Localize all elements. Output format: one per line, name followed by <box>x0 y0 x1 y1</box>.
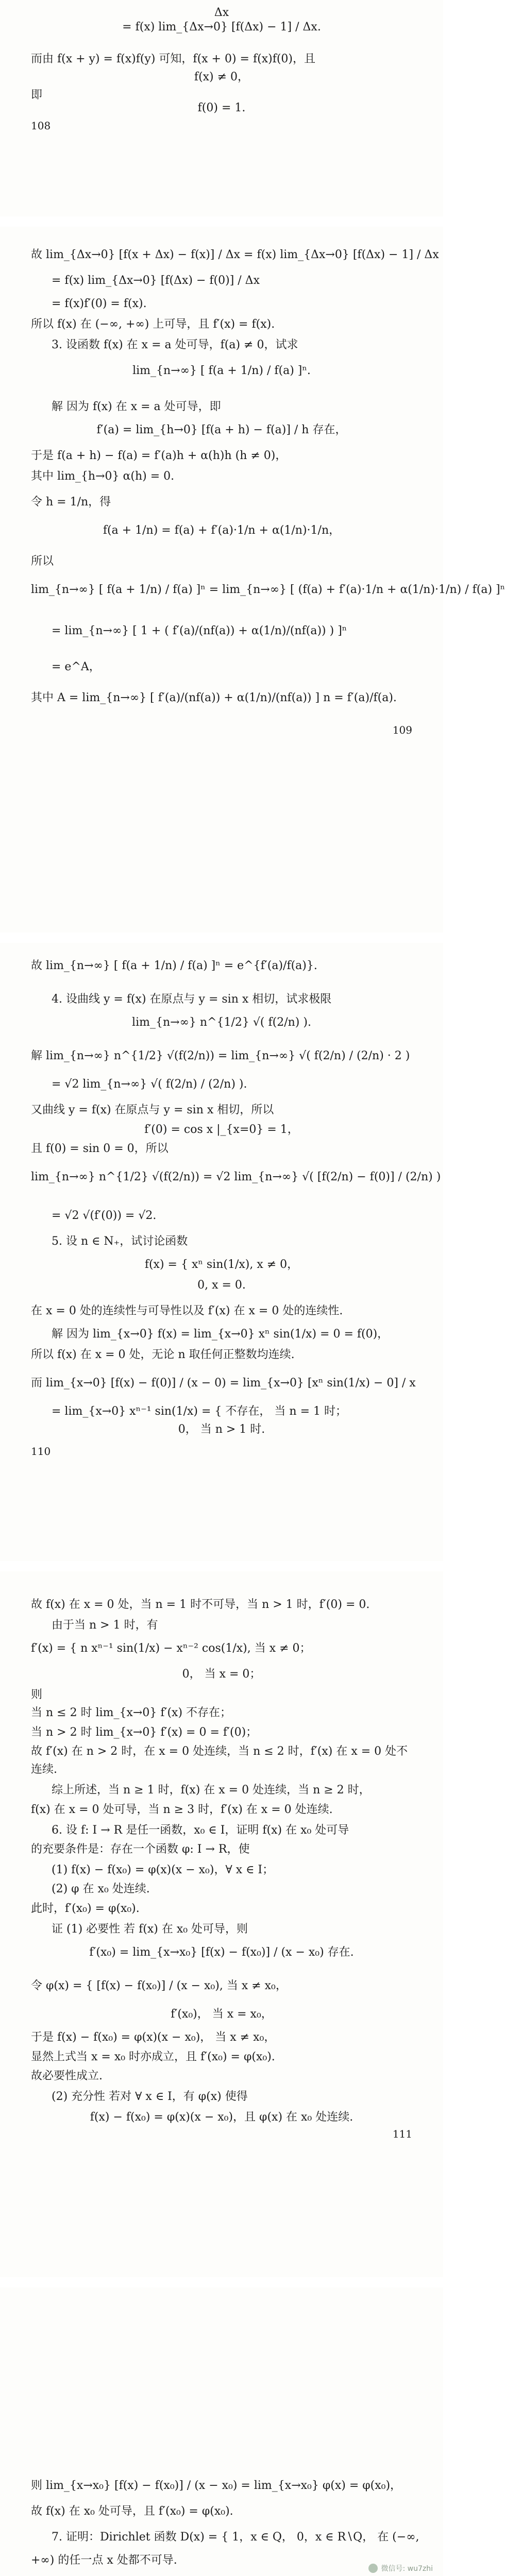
text-line: 故 f(x) 在 x = 0 处，当 n = 1 时不可导，当 n > 1 时，f′(0) = 0. <box>31 1598 370 1611</box>
watermark-text: 微信号: wu7zhi <box>381 2565 433 2573</box>
text-line: 且 f(0) = sin 0 = 0，所以 <box>31 1142 169 1155</box>
text-line: f(x) = { xⁿ sin(1/x), x ≠ 0， <box>144 1258 299 1271</box>
text-line: f(x) − f(x₀) = φ(x)(x − x₀)，且 φ(x) 在 x₀ 处连续. <box>90 2111 354 2124</box>
text-line: 于是 f(x) − f(x₀) = φ(x)(x − x₀)， 当 x ≠ x₀， <box>31 2031 276 2044</box>
text-line: = lim_{n→∞} [ 1 + ( f′(a)/(nf(a)) + α(1/n)/(nf(a)) ) ]ⁿ <box>52 624 347 637</box>
text-line: 0, x = 0. <box>197 1279 246 1292</box>
book-page <box>0 943 443 1561</box>
text-line: 当 n > 2 时 lim_{x→0} f′(x) = 0 = f′(0)； <box>31 1726 258 1739</box>
text-line: f′(x₀) = lim_{x→x₀} [f(x) − f(x₀)] / (x − x₀) 存在. <box>89 1946 354 1959</box>
text-line: f(0) = 1. <box>197 101 246 114</box>
wechat-icon <box>368 2564 378 2573</box>
text-line: lim_{n→∞} [ f(a + 1/n) / f(a) ]ⁿ. <box>132 364 311 377</box>
text-line: 0， 当 n > 1 时. <box>178 1423 265 1436</box>
text-line: 则 lim_{x→x₀} [f(x) − f(x₀)] / (x − x₀) = lim_{x→x₀} φ(x) = φ(x₀)， <box>31 2479 402 2492</box>
text-line: 解 因为 f(x) 在 x = a 处可导，即 <box>52 400 221 413</box>
page-gap <box>0 1561 443 1571</box>
text-line: 所以 f(x) 在 (−∞, +∞) 上可导，且 f′(x) = f(x). <box>31 318 275 331</box>
text-line: 所以 <box>31 555 54 568</box>
text-line: 则 <box>31 1688 43 1701</box>
text-line: f(x) ≠ 0， <box>194 71 249 83</box>
text-line: 又曲线 y = f(x) 在原点与 y = sin x 相切，所以 <box>31 1104 274 1116</box>
text-line: f(a + 1/n) = f(a) + f′(a)·1/n + α(1/n)·1/n， <box>103 524 341 537</box>
text-line: = √2 lim_{n→∞} √( f(2/n) / (2/n) ). <box>52 1078 247 1091</box>
page-number: 110 <box>31 1445 51 1458</box>
text-line: 故 f′(x) 在 n > 2 时，在 x = 0 处连续，当 n ≤ 2 时，f′(x) 在 x = 0 处不 <box>31 1745 408 1758</box>
book-page <box>0 2287 443 2576</box>
page-gap <box>0 2277 443 2287</box>
book-page <box>0 227 505 933</box>
page-gap <box>0 216 443 227</box>
text-line: = e^A， <box>52 660 100 673</box>
text-line: 故 f(x) 在 x₀ 处可导，且 f′(x₀) = φ(x₀). <box>31 2505 233 2518</box>
text-line: lim_{n→∞} n^{1/2} √(f(2/n)) = √2 lim_{n→∞} √( [f(2/n) − f(0)] / (2/n) ) <box>31 1171 441 1183</box>
text-line: f′(0) = cos x |_{x=0} = 1， <box>144 1123 299 1136</box>
text-line: (1) f(x) − f(x₀) = φ(x)(x − x₀)，∀ x ∈ I； <box>52 1863 274 1876</box>
text-line: 由于当 n > 1 时，有 <box>52 1619 158 1632</box>
text-line: = lim_{x→0} xⁿ⁻¹ sin(1/x) = { 不存在， 当 n = 1 时； <box>52 1405 347 1418</box>
text-line: 所以 f(x) 在 x = 0 处，无论 n 取任何正整数均连续. <box>31 1348 295 1361</box>
page-number: 111 <box>392 2128 412 2140</box>
text-line: 在 x = 0 处的连续性与可导性以及 f′(x) 在 x = 0 处的连续性. <box>31 1304 343 1317</box>
text-line: 故 lim_{n→∞} [ f(a + 1/n) / f(a) ]ⁿ = e^{f′(a)/f(a)}. <box>31 959 317 972</box>
text-line: 解 lim_{n→∞} n^{1/2} √(f(2/n)) = lim_{n→∞} √( f(2/n) / (2/n) · 2 ) <box>31 1049 410 1062</box>
text-line: 令 φ(x) = { [f(x) − f(x₀)] / (x − x₀), 当 x ≠ x₀， <box>31 1979 287 1992</box>
text-line: f(x) 在 x = 0 处可导，当 n ≥ 3 时，f′(x) 在 x = 0 处连续. <box>31 1803 333 1816</box>
text-line: f′(a) = lim_{h→0} [f(a + h) − f(a)] / h 存在， <box>96 423 347 436</box>
text-line: f′(x₀)， 当 x = x₀， <box>171 2008 273 2021</box>
text-line: 于是 f(a + h) − f(a) = f′(a)h + α(h)h (h ≠ 0)， <box>31 449 287 462</box>
text-line: 的充要条件是：存在一个函数 φ: I → R，使 <box>31 1843 250 1856</box>
text-line: 连续. <box>31 1763 57 1776</box>
book-page <box>0 0 443 216</box>
text-line: f′(x) = { n xⁿ⁻¹ sin(1/x) − xⁿ⁻² cos(1/x), 当 x ≠ 0； <box>31 1642 311 1655</box>
text-line: Δx <box>214 6 229 19</box>
text-line: 而由 f(x + y) = f(x)f(y) 可知，f(x + 0) = f(x)f(0)，且 <box>31 53 315 65</box>
text-line: = f(x) lim_{Δx→0} [f(Δx) − 1] / Δx. <box>122 21 321 33</box>
text-line: lim_{n→∞} [ f(a + 1/n) / f(a) ]ⁿ = lim_{n→∞} [ (f(a) + f′(a)·1/n + α(1/n)·1/n) / f(a) ]ⁿ <box>31 583 505 596</box>
text-line: = f(x) lim_{Δx→0} [f(Δx) − f(0)] / Δx <box>52 274 260 287</box>
text-line: 解 因为 lim_{x→0} f(x) = lim_{x→0} xⁿ sin(1/x) = 0 = f(0)， <box>52 1328 389 1341</box>
text-line: = √2 √(f′(0)) = √2. <box>52 1209 157 1222</box>
text-line: = f(x)f′(0) = f(x). <box>52 297 147 310</box>
text-line: 5. 设 n ∈ N₊，试讨论函数 <box>52 1235 188 1248</box>
text-line: 证 (1) 必要性 若 f(x) 在 x₀ 处可导，则 <box>52 1923 248 1936</box>
watermark <box>368 2563 433 2573</box>
text-line: +∞) 的任一点 x 处都不可导. <box>31 2554 177 2567</box>
text-line: 其中 lim_{h→0} α(h) = 0. <box>31 470 175 483</box>
text-line: 显然上式当 x = x₀ 时亦成立，且 f′(x₀) = φ(x₀). <box>31 2050 275 2063</box>
text-line: 0， 当 x = 0； <box>182 1668 261 1681</box>
text-line: 4. 设曲线 y = f(x) 在原点与 y = sin x 相切，试求极限 <box>52 993 332 1006</box>
text-line: 其中 A = lim_{n→∞} [ f′(a)/(nf(a)) + α(1/n)/(nf(a)) ] n = f′(a)/f(a). <box>31 691 397 704</box>
text-line: 当 n ≤ 2 时 lim_{x→0} f′(x) 不存在； <box>31 1706 232 1719</box>
text-line: 即 <box>31 89 43 101</box>
text-line: 6. 设 f: I → R 是任一函数，x₀ ∈ I，证明 f(x) 在 x₀ 处可导 <box>52 1824 349 1837</box>
text-line: (2) 充分性 若对 ∀ x ∈ I，有 φ(x) 使得 <box>52 2090 248 2103</box>
page-number: 108 <box>31 120 51 132</box>
text-line: lim_{n→∞} n^{1/2} √( f(2/n) ). <box>132 1016 311 1029</box>
text-line: 故必要性成立. <box>31 2070 103 2082</box>
text-line: 故 lim_{Δx→0} [f(x + Δx) − f(x)] / Δx = f(x) lim_{Δx→0} [f(Δx) − 1] / Δx <box>31 248 439 261</box>
text-line: 3. 设函数 f(x) 在 x = a 处可导，f(a) ≠ 0，试求 <box>52 338 298 351</box>
text-line: 7. 证明：Dirichlet 函数 D(x) = { 1，x ∈ Q， 0，x ∈ R∖Q， 在 (−∞, <box>52 2531 419 2544</box>
book-page <box>0 1571 443 2277</box>
text-line: 而 lim_{x→0} [f(x) − f(0)] / (x − 0) = lim_{x→0} [xⁿ sin(1/x) − 0] / x <box>31 1377 416 1389</box>
page-gap <box>0 933 443 943</box>
text-line: 此时，f′(x₀) = φ(x₀). <box>31 1902 140 1915</box>
page-number: 109 <box>392 724 412 736</box>
text-line: 令 h = 1/n，得 <box>31 496 111 509</box>
text-line: (2) φ 在 x₀ 处连续. <box>52 1883 150 1895</box>
text-line: 综上所述，当 n ≥ 1 时，f(x) 在 x = 0 处连续，当 n ≥ 2 时， <box>52 1784 371 1797</box>
